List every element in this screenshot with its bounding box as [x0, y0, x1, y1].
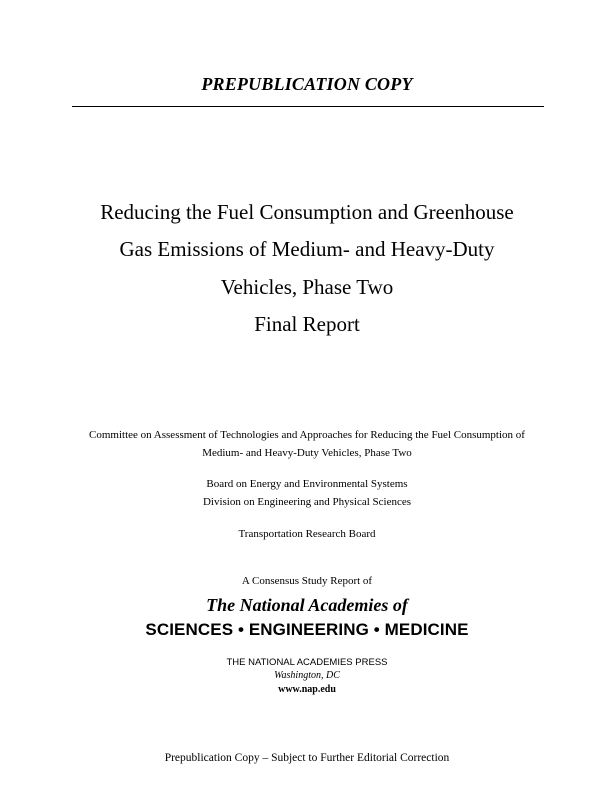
- division-name: Division on Engineering and Physical Sciences: [202, 496, 412, 508]
- report-title-line-1: Reducing the Fuel Consumption and Greenhouse: [100, 200, 514, 224]
- committee-name-line-2: Medium- and Heavy-Duty Vehicles, Phase Two: [202, 447, 412, 459]
- prepublication-header: PREPUBLICATION COPY: [201, 74, 413, 94]
- header-divider: [72, 106, 544, 107]
- press-url[interactable]: www.nap.edu: [278, 684, 336, 695]
- trb-name: Transportation Research Board: [238, 528, 376, 540]
- consensus-statement: A Consensus Study Report of: [241, 575, 373, 587]
- report-title-line-2: Gas Emissions of Medium- and Heavy-Duty: [119, 237, 495, 261]
- committee-name-line-1: Committee on Assessment of Technologies and Approaches for Reducing the Fuel Consumption of: [89, 429, 525, 441]
- press-city: Washington, DC: [274, 670, 340, 681]
- report-title-line-3: Vehicles, Phase Two: [220, 275, 394, 299]
- press-name: THE NATIONAL ACADEMIES PRESS: [226, 657, 388, 668]
- nas-logo-line-1: The National Academies of: [206, 595, 408, 615]
- footer-note: Prepublication Copy – Subject to Further Editorial Correction: [164, 752, 450, 764]
- report-title-line-4: Final Report: [254, 312, 360, 336]
- board-name: Board on Energy and Environmental Systems: [206, 478, 408, 490]
- nas-logo-line-2: SCIENCES • ENGINEERING • MEDICINE: [145, 620, 469, 639]
